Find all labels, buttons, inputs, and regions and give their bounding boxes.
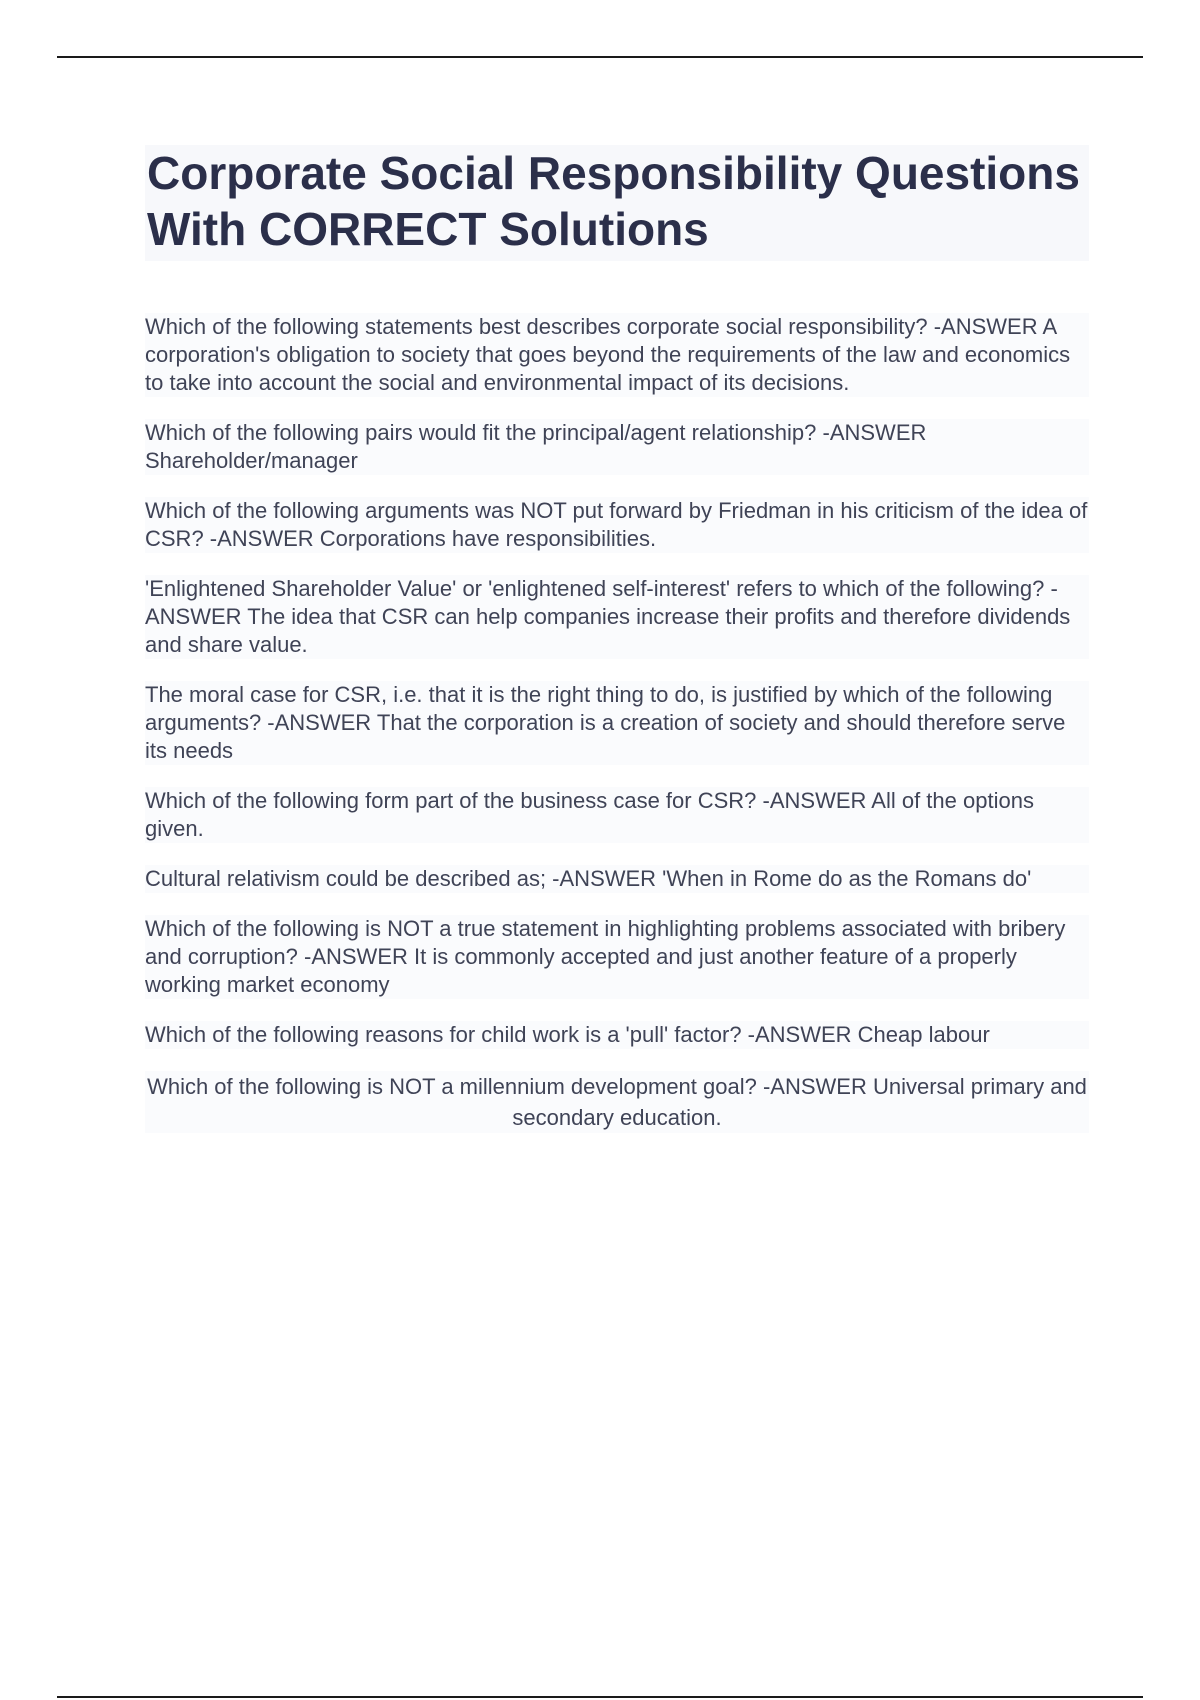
qa-item-6: Which of the following form part of the business case for CSR? -ANSWER All of the options given. <box>145 787 1089 843</box>
document-body <box>145 145 1089 1155</box>
qa-item-9: Which of the following reasons for child work is a 'pull' factor? -ANSWER Cheap labour <box>145 1021 1089 1049</box>
qa-item-5: The moral case for CSR, i.e. that it is the right thing to do, is justified by which of the following arguments? -ANSWER That the corporation is a creation of society and should therefore serve its needs <box>145 681 1089 765</box>
qa-item-1: Which of the following statements best describes corporate social responsibility? -ANSWER A corporation's obligation to society that goes beyond the requirements of the law and economics to take into account the social and environmental impact of its decisions. <box>145 313 1089 397</box>
document-title: Corporate Social Responsibility Questions With CORRECT Solutions <box>147 147 1080 255</box>
qa-item-10: Which of the following is NOT a millennium development goal? -ANSWER Universal primary and secondary education. <box>145 1071 1089 1133</box>
top-rule <box>57 56 1143 58</box>
title-block <box>145 145 1089 261</box>
qa-item-3: Which of the following arguments was NOT put forward by Friedman in his criticism of the idea of CSR? -ANSWER Corporations have responsibilities. <box>145 498 1088 551</box>
qa-item-2: Which of the following pairs would fit the principal/agent relationship? -ANSWER Shareholder/manager <box>145 419 1089 475</box>
qa-item-7: Cultural relativism could be described as; -ANSWER 'When in Rome do as the Romans do' <box>145 865 1089 893</box>
qa-item-4: 'Enlightened Shareholder Value' or 'enlightened self-interest' refers to which of the following? -ANSWER The idea that CSR can help companies increase their profits and therefore dividends and share value. <box>145 575 1089 659</box>
bottom-rule <box>57 1696 1143 1698</box>
qa-item-8: Which of the following is NOT a true statement in highlighting problems associated with bribery and corruption? -ANSWER It is commonly accepted and just another feature of a properly working market economy <box>145 915 1089 999</box>
